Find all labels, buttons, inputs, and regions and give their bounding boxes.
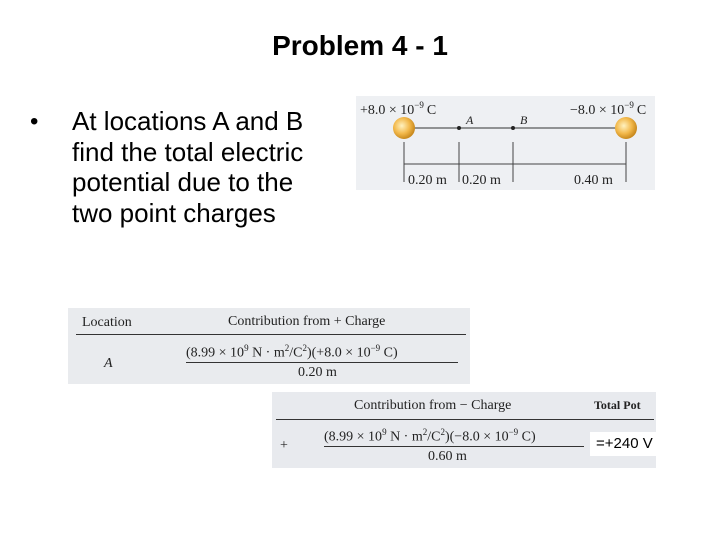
- bullet-point: [30, 106, 340, 228]
- location-header: Location: [82, 315, 132, 330]
- negative-contribution-header: Contribution from − Charge: [354, 398, 512, 413]
- right-charge-label: $-8.0 \times 10^{-9}$ C: [570, 100, 647, 118]
- table-positive-contribution: [68, 308, 470, 384]
- point-b-label: B: [520, 113, 528, 127]
- row-label-a: A: [104, 356, 113, 371]
- slide-title: Problem 4 - 1: [272, 30, 448, 61]
- denominator: 0.60 m: [428, 449, 467, 464]
- charges-figure: [356, 96, 655, 190]
- positive-contribution-header: Contribution from + Charge: [228, 314, 386, 329]
- denominator: 0.20 m: [298, 365, 337, 380]
- point-a-marker: [457, 126, 461, 130]
- numerator-expression: ($8.99 \times 10^9$ $N \cdot m^2/C^2)(+8.0 \times 10^{-9}$ C): [186, 343, 398, 361]
- table-negative-contribution: [272, 392, 656, 468]
- point-b-marker: [511, 126, 515, 130]
- total-potential-header: Total Pot: [594, 398, 641, 412]
- distance-1-label: 0.20 m: [408, 173, 447, 188]
- positive-charge-icon: [393, 117, 415, 139]
- row-label-plus: +: [280, 438, 288, 453]
- bullet-text: At locations A and B find the total electric potential due to the two point charges: [72, 106, 304, 228]
- numerator-expression: ($8.99 \times 10^9$ $N \cdot m^2/C^2)(-8.0 \times 10^{-9}$ C): [324, 427, 536, 445]
- fraction-bar: [186, 362, 458, 363]
- distance-3-label: 0.40 m: [574, 173, 613, 188]
- header-divider: [276, 419, 654, 420]
- header-divider: [76, 334, 466, 335]
- negative-charge-icon: [615, 117, 637, 139]
- bullet-icon: •: [30, 108, 39, 135]
- charges-diagram: [356, 96, 655, 190]
- left-charge-label: $+8.0 \times 10^{-9}$ C: [360, 100, 437, 118]
- point-a-label: A: [466, 113, 474, 127]
- fraction-bar: [324, 446, 584, 447]
- distance-2-label: 0.20 m: [462, 173, 501, 188]
- total-potential-answer: =+240 V: [590, 432, 656, 456]
